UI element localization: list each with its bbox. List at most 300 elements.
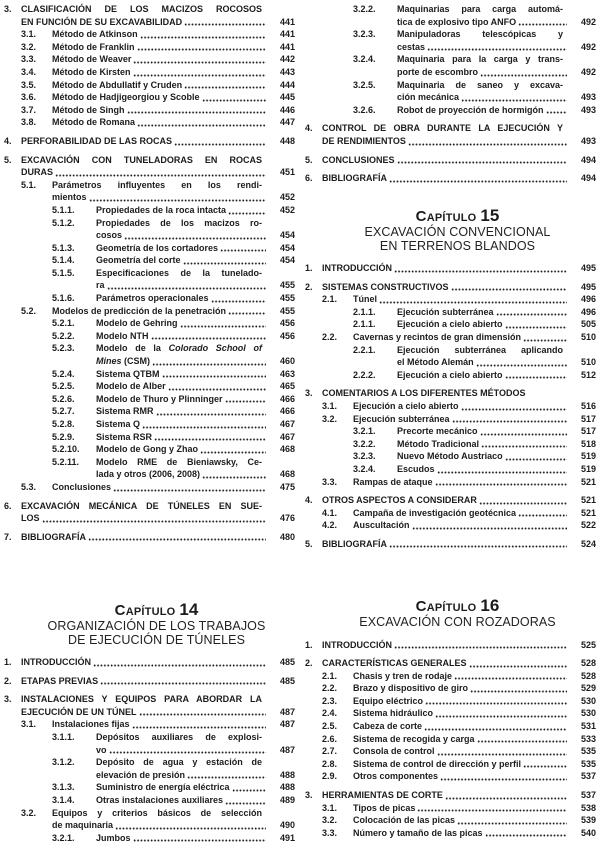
toc-entry[interactable] [4, 317, 295, 330]
page-number[interactable]: 445 [279, 92, 295, 103]
entry-title [353, 745, 596, 758]
toc-entry[interactable] [4, 254, 295, 267]
entry-title-line [353, 682, 596, 695]
page-number[interactable]: 488 [279, 782, 295, 793]
toc-entry[interactable] [4, 104, 295, 117]
toc-entry[interactable] [305, 104, 596, 117]
entry-title-line [96, 832, 295, 845]
toc-entry[interactable] [305, 318, 596, 331]
page-number[interactable]: 531 [580, 721, 596, 732]
page-number[interactable]: 467 [279, 431, 295, 442]
entry-title-line [353, 413, 596, 426]
toc-entry[interactable] [305, 802, 596, 815]
page-number[interactable]: 441 [279, 41, 295, 52]
page-number[interactable]: 505 [580, 319, 596, 330]
toc-entry[interactable] [305, 3, 596, 28]
entry-title [96, 292, 295, 305]
dot-leader [156, 408, 266, 416]
entry-number: 2.2.1. [353, 344, 376, 355]
page-number[interactable]: 540 [580, 827, 596, 838]
page-number[interactable]: 510 [580, 357, 596, 368]
toc-entry[interactable] [305, 814, 596, 827]
toc-entry[interactable] [4, 53, 295, 66]
toc-entry[interactable] [4, 718, 295, 731]
page-number[interactable]: 521 [580, 476, 596, 487]
entry-number: 3.3. [21, 54, 37, 65]
page-number[interactable]: 465 [279, 381, 295, 392]
page-number[interactable]: 454 [279, 242, 295, 253]
entry-title-line [21, 512, 295, 525]
page-number[interactable]: 494 [580, 154, 596, 165]
entry-title-text: ra [96, 280, 105, 291]
entry-number: 3.1. [322, 400, 338, 411]
page-number[interactable]: 533 [580, 733, 596, 744]
page-number[interactable]: 443 [279, 66, 295, 77]
page-number[interactable]: 496 [580, 306, 596, 317]
toc-entry[interactable] [4, 242, 295, 255]
entry-title [96, 380, 295, 393]
italic-text: Colorado School of [168, 343, 262, 354]
entry-title [52, 28, 295, 41]
toc-entry[interactable] [305, 827, 596, 840]
entry-title-line [353, 519, 596, 532]
entry-number: 3.3. [322, 827, 338, 838]
entry-number: 1. [305, 639, 313, 650]
page-number[interactable]: 529 [580, 683, 596, 694]
toc-entry[interactable] [305, 331, 596, 344]
dot-leader [469, 660, 567, 668]
entry-title-text: Método de Singh [52, 104, 125, 115]
toc-entry[interactable] [4, 305, 295, 318]
entry-title [397, 104, 596, 117]
entry-title-line [52, 481, 295, 494]
toc-entry[interactable] [305, 507, 596, 520]
page-number[interactable]: 468 [279, 444, 295, 455]
toc-entry[interactable] [305, 463, 596, 476]
toc-entry[interactable] [4, 204, 295, 217]
entry-title-line [96, 368, 295, 381]
page-number[interactable]: 535 [580, 758, 596, 769]
toc-entry[interactable] [4, 66, 295, 79]
entry-title-text: Otros componentes [353, 771, 439, 782]
page-number[interactable]: 493 [580, 104, 596, 115]
page-number[interactable]: 487 [279, 706, 295, 717]
page-number[interactable]: 537 [580, 790, 596, 801]
toc-entry[interactable] [4, 431, 295, 444]
entry-title-line: Maquinaria para la carga y trans- [397, 54, 563, 65]
toc-entry[interactable] [4, 500, 295, 525]
toc-entry[interactable] [4, 731, 295, 756]
chapter-section [305, 206, 596, 550]
page-number[interactable]: 495 [580, 281, 596, 292]
toc-entry[interactable] [4, 456, 295, 481]
entry-title [96, 267, 295, 292]
toc-entry[interactable] [4, 179, 295, 204]
entry-number: 5.2.4. [52, 368, 75, 379]
toc-entry[interactable] [305, 344, 596, 369]
entry-title-text: Rampas de ataque [353, 476, 433, 487]
page-number[interactable]: 456 [279, 330, 295, 341]
page-number[interactable]: 446 [279, 104, 295, 115]
toc-entry[interactable] [305, 306, 596, 319]
entry-number: 2. [305, 658, 313, 669]
toc-entry[interactable] [4, 217, 295, 242]
page-number[interactable]: 447 [279, 117, 295, 128]
entry-title-line [322, 789, 596, 802]
entry-title-text: Suministro de energía eléctrica [96, 782, 230, 793]
toc-entry[interactable] [4, 781, 295, 794]
toc-entry[interactable] [4, 794, 295, 807]
entry-title-line: EXCAVACIÓN CON TUNELADORAS EN ROCAS [21, 154, 262, 165]
entry-number: 1. [305, 263, 313, 273]
toc-entry[interactable] [4, 656, 295, 669]
dot-leader [124, 232, 266, 240]
page-number[interactable]: 524 [580, 538, 596, 549]
page-number[interactable]: 455 [279, 280, 295, 291]
page-number[interactable]: 538 [580, 802, 596, 813]
toc-entry[interactable] [305, 122, 596, 147]
chapter-heading [4, 600, 295, 647]
toc-entry[interactable] [305, 707, 596, 720]
page-number[interactable]: 528 [580, 670, 596, 681]
entry-title [397, 306, 596, 319]
page-number[interactable]: 522 [580, 520, 596, 531]
entry-title-text: Método de Hadjigeorgiou y Scoble [52, 92, 200, 103]
entry-title [52, 718, 295, 731]
page-number[interactable]: 496 [580, 294, 596, 305]
entry-title-line [52, 104, 295, 117]
toc-entry[interactable] [4, 3, 295, 28]
page-number[interactable]: 525 [580, 639, 596, 650]
page-number[interactable]: 480 [279, 531, 295, 542]
toc-entry[interactable] [305, 450, 596, 463]
dot-leader [425, 697, 567, 705]
entry-title-text: Modelo de Gong y Zhao [96, 444, 198, 455]
entry-title-text: Auscultación [353, 520, 410, 531]
page-number[interactable]: 451 [279, 167, 295, 178]
page-number[interactable]: 452 [279, 192, 295, 203]
page-number[interactable]: 519 [580, 451, 596, 462]
entry-title [322, 538, 596, 551]
entry-number: 5.1.1. [52, 204, 75, 215]
dot-leader [142, 421, 266, 429]
toc-entry[interactable] [305, 172, 596, 185]
chapter-section [305, 596, 596, 839]
page-number[interactable]: 487 [279, 719, 295, 730]
toc-entry[interactable] [305, 720, 596, 733]
page-number[interactable]: 510 [580, 331, 596, 342]
dot-leader [127, 106, 267, 114]
page-number[interactable]: 492 [580, 41, 596, 52]
page-number[interactable]: 467 [279, 419, 295, 429]
toc-entry[interactable] [305, 733, 596, 746]
page-number[interactable]: 493 [580, 92, 596, 103]
entry-number: 2.5. [322, 721, 338, 732]
page-number[interactable]: 492 [580, 66, 596, 77]
page-number[interactable]: 460 [279, 356, 295, 367]
entry-title-line [322, 281, 596, 294]
toc-entry[interactable] [305, 538, 596, 551]
entry-title [21, 693, 295, 718]
entry-number: 3.5. [21, 79, 37, 90]
page-number[interactable]: 537 [580, 771, 596, 782]
page-number[interactable]: 490 [279, 820, 295, 831]
entry-title-text: Modelos de predicción de la penetración [52, 305, 227, 316]
dot-leader [477, 735, 567, 743]
toc-entry[interactable] [305, 387, 596, 400]
toc-entry[interactable] [4, 330, 295, 343]
toc-entry[interactable] [305, 494, 596, 507]
entry-title-text: BIBLIOGRAFÍA [21, 531, 86, 542]
dot-leader [457, 817, 567, 825]
entry-title-line [96, 405, 295, 418]
entry-title [96, 781, 295, 794]
entry-title-line: Depósitos auxiliares de explosi- [96, 731, 262, 742]
dot-leader [397, 156, 567, 164]
page-number[interactable]: 494 [580, 173, 596, 184]
dot-leader [225, 395, 266, 403]
toc-column-left [4, 0, 295, 849]
entry-title-line [397, 369, 596, 382]
entry-title-text: Chasis y tren de rodaje [353, 670, 453, 681]
entry-title-line [52, 718, 295, 731]
toc-entry[interactable] [4, 91, 295, 104]
dot-leader [140, 31, 266, 39]
page-number[interactable]: 487 [279, 744, 295, 755]
page-number[interactable]: 455 [279, 305, 295, 316]
toc-entry[interactable] [305, 438, 596, 451]
toc-entry[interactable] [4, 481, 295, 494]
page-number[interactable]: 488 [279, 769, 295, 780]
entry-title [96, 794, 295, 807]
chapter-label-row [319, 206, 596, 226]
page-number[interactable]: 442 [279, 54, 295, 65]
page-number[interactable]: 466 [279, 406, 295, 417]
toc-entry[interactable] [4, 41, 295, 54]
toc-entry[interactable] [4, 79, 295, 92]
page-number[interactable]: 441 [279, 16, 295, 27]
entry-title-line [52, 116, 295, 129]
toc-entry[interactable] [305, 789, 596, 802]
toc-entry[interactable] [305, 657, 596, 670]
toc-entry[interactable] [305, 670, 596, 683]
page-number[interactable]: 485 [279, 657, 295, 667]
chapter-title: EXCAVACIÓN CON ROZADORAS [359, 615, 556, 629]
chapter-title: EN TERRENOS BLANDOS [379, 238, 536, 253]
toc-entry[interactable] [4, 393, 295, 406]
page-number[interactable]: 517 [580, 426, 596, 437]
page-number[interactable]: 539 [580, 815, 596, 826]
entry-title-line [322, 657, 596, 670]
page-number[interactable]: 468 [279, 469, 295, 480]
entry-number: 4. [305, 495, 313, 506]
entry-title-line: Especificaciones de la tunelado- [96, 267, 262, 278]
entry-title-line: Equipos y criterios básicos de selección [52, 807, 262, 818]
toc-entry[interactable] [305, 476, 596, 489]
entry-title [353, 720, 596, 733]
page-number[interactable]: 476 [279, 513, 295, 524]
entry-title-line [322, 172, 596, 185]
toc-entry[interactable] [305, 281, 596, 294]
toc-entry[interactable] [305, 369, 596, 382]
toc-entry[interactable] [305, 695, 596, 708]
toc-entry[interactable] [305, 293, 596, 306]
entry-title-line: Maquinarias para carga automá- [397, 4, 563, 14]
entry-title-line [21, 16, 295, 29]
toc-entry[interactable] [305, 53, 596, 78]
toc-entry[interactable] [305, 770, 596, 783]
toc-entry[interactable] [4, 418, 295, 431]
page-number[interactable]: 463 [279, 368, 295, 379]
toc-entry[interactable] [4, 116, 295, 129]
entry-number: 5.2.10. [52, 444, 80, 455]
entry-title-line [96, 769, 295, 782]
page-number[interactable]: 517 [580, 413, 596, 424]
entry-title-line: Modelo RME de Bieniawsky, Ce- [96, 456, 262, 467]
entry-title-line [397, 41, 596, 54]
entry-title-line [397, 66, 596, 79]
entry-number: 2.1. [322, 670, 338, 681]
dot-leader [435, 478, 567, 486]
entry-title-line [353, 814, 596, 827]
entry-title-text: Ejecución a cielo abierto [397, 369, 503, 380]
toc-entry[interactable] [305, 519, 596, 532]
toc-entry[interactable] [305, 639, 596, 652]
entry-title [353, 413, 596, 426]
toc-entry[interactable] [4, 154, 295, 179]
entry-number: 2. [305, 281, 313, 292]
entry-title-text: Método de Kirsten [52, 66, 131, 77]
page-number[interactable]: 455 [279, 293, 295, 304]
entry-title-line [397, 438, 596, 451]
entry-number: 3.1.3. [52, 782, 75, 793]
page-number[interactable]: 448 [279, 135, 295, 146]
toc-column-right [305, 0, 596, 849]
toc-entry[interactable] [4, 675, 295, 688]
toc-entry[interactable] [4, 693, 295, 718]
entry-number: 5.1.4. [52, 255, 75, 266]
toc-entry[interactable] [4, 756, 295, 781]
toc-entry[interactable] [4, 267, 295, 292]
page-number[interactable]: 516 [580, 400, 596, 411]
toc-entry[interactable] [4, 292, 295, 305]
page-number[interactable]: 519 [580, 463, 596, 474]
toc-entry[interactable] [4, 368, 295, 381]
toc-entry[interactable] [305, 262, 596, 275]
entry-number: 3. [4, 694, 12, 705]
entry-title [21, 3, 295, 28]
toc-entry[interactable] [4, 380, 295, 393]
entry-title [21, 531, 295, 544]
toc-entry[interactable] [4, 531, 295, 544]
entry-title [353, 827, 596, 840]
toc-entry[interactable] [305, 745, 596, 758]
page-number[interactable]: 466 [279, 393, 295, 404]
page-number[interactable]: 518 [580, 438, 596, 449]
entry-title [96, 431, 295, 444]
page-number[interactable]: 492 [580, 16, 596, 27]
entry-title-text: Sistema de recogida y carga [353, 733, 475, 744]
entry-title-text: Modelo de Alber [96, 381, 166, 392]
entry-title-line [353, 770, 596, 783]
toc-entry[interactable] [4, 405, 295, 418]
entry-title-line [353, 293, 596, 306]
toc-entry[interactable] [305, 758, 596, 771]
entry-title-line: EXCAVACIÓN MECÁNICA DE TÚNELES EN SUE- [21, 500, 262, 511]
toc-entry[interactable] [4, 28, 295, 41]
dot-leader [440, 773, 567, 781]
entry-title-text: cosos [96, 230, 123, 241]
toc-entry[interactable] [305, 425, 596, 438]
italic-text: Mines [96, 356, 122, 367]
page-number[interactable]: 491 [279, 832, 295, 843]
toc-entry[interactable] [4, 342, 295, 367]
page-number[interactable]: 530 [580, 695, 596, 706]
page-number[interactable]: 454 [279, 255, 295, 266]
toc-entry[interactable] [4, 832, 295, 845]
entry-title [322, 387, 596, 400]
entry-title-text: Método de Romana [52, 117, 136, 128]
page-number[interactable]: 475 [279, 481, 295, 492]
toc-entry[interactable] [305, 682, 596, 695]
page-number[interactable]: 452 [279, 204, 295, 215]
page-number[interactable]: 485 [279, 675, 295, 686]
toc-entry[interactable] [305, 413, 596, 426]
page-number[interactable]: 530 [580, 708, 596, 719]
page-number[interactable]: 444 [279, 79, 295, 90]
page-number[interactable]: 441 [279, 29, 295, 40]
text-segment: (CSM) [121, 356, 151, 367]
entry-number: 3.1.1. [52, 731, 75, 742]
entry-title-text: Equipo eléctrico [353, 695, 424, 706]
entry-title-text: DE RENDIMIENTOS [322, 135, 406, 146]
entry-number: 5.2.6. [52, 393, 75, 404]
page-number[interactable]: 489 [279, 794, 295, 805]
page-number[interactable]: 454 [279, 230, 295, 241]
entry-title-line [96, 418, 295, 431]
page-number[interactable]: 528 [580, 658, 596, 669]
page-number[interactable]: 493 [580, 135, 596, 146]
dot-leader [424, 723, 567, 731]
entry-title-text: Tipos de picas [353, 802, 416, 813]
entry-title [96, 443, 295, 456]
entry-title [52, 41, 295, 54]
page-number[interactable]: 512 [580, 369, 596, 380]
toc-entry[interactable] [305, 28, 596, 53]
page-number[interactable]: 495 [580, 263, 596, 273]
entry-title-text: el Método Alemán [397, 357, 474, 368]
toc-entry[interactable] [305, 79, 596, 104]
entry-number: 3.8. [21, 117, 37, 128]
toc-entry[interactable] [305, 154, 596, 167]
toc-entry[interactable] [4, 135, 295, 148]
entry-title-text: Sistema de control de dirección y perfil [353, 758, 522, 769]
dot-leader [115, 822, 266, 830]
toc-section [305, 3, 596, 185]
entry-number: 5.2.5. [52, 381, 75, 392]
entry-title-line [21, 675, 295, 688]
toc-entry[interactable] [4, 443, 295, 456]
page-number[interactable]: 521 [580, 507, 596, 518]
page-number[interactable]: 535 [580, 746, 596, 757]
entry-title-line [322, 639, 596, 652]
toc-entry[interactable] [305, 400, 596, 413]
dot-leader [232, 784, 266, 792]
page-number[interactable]: 456 [279, 318, 295, 329]
page-number[interactable]: 521 [580, 495, 596, 506]
dot-leader [132, 721, 266, 729]
toc-entry[interactable] [4, 807, 295, 832]
